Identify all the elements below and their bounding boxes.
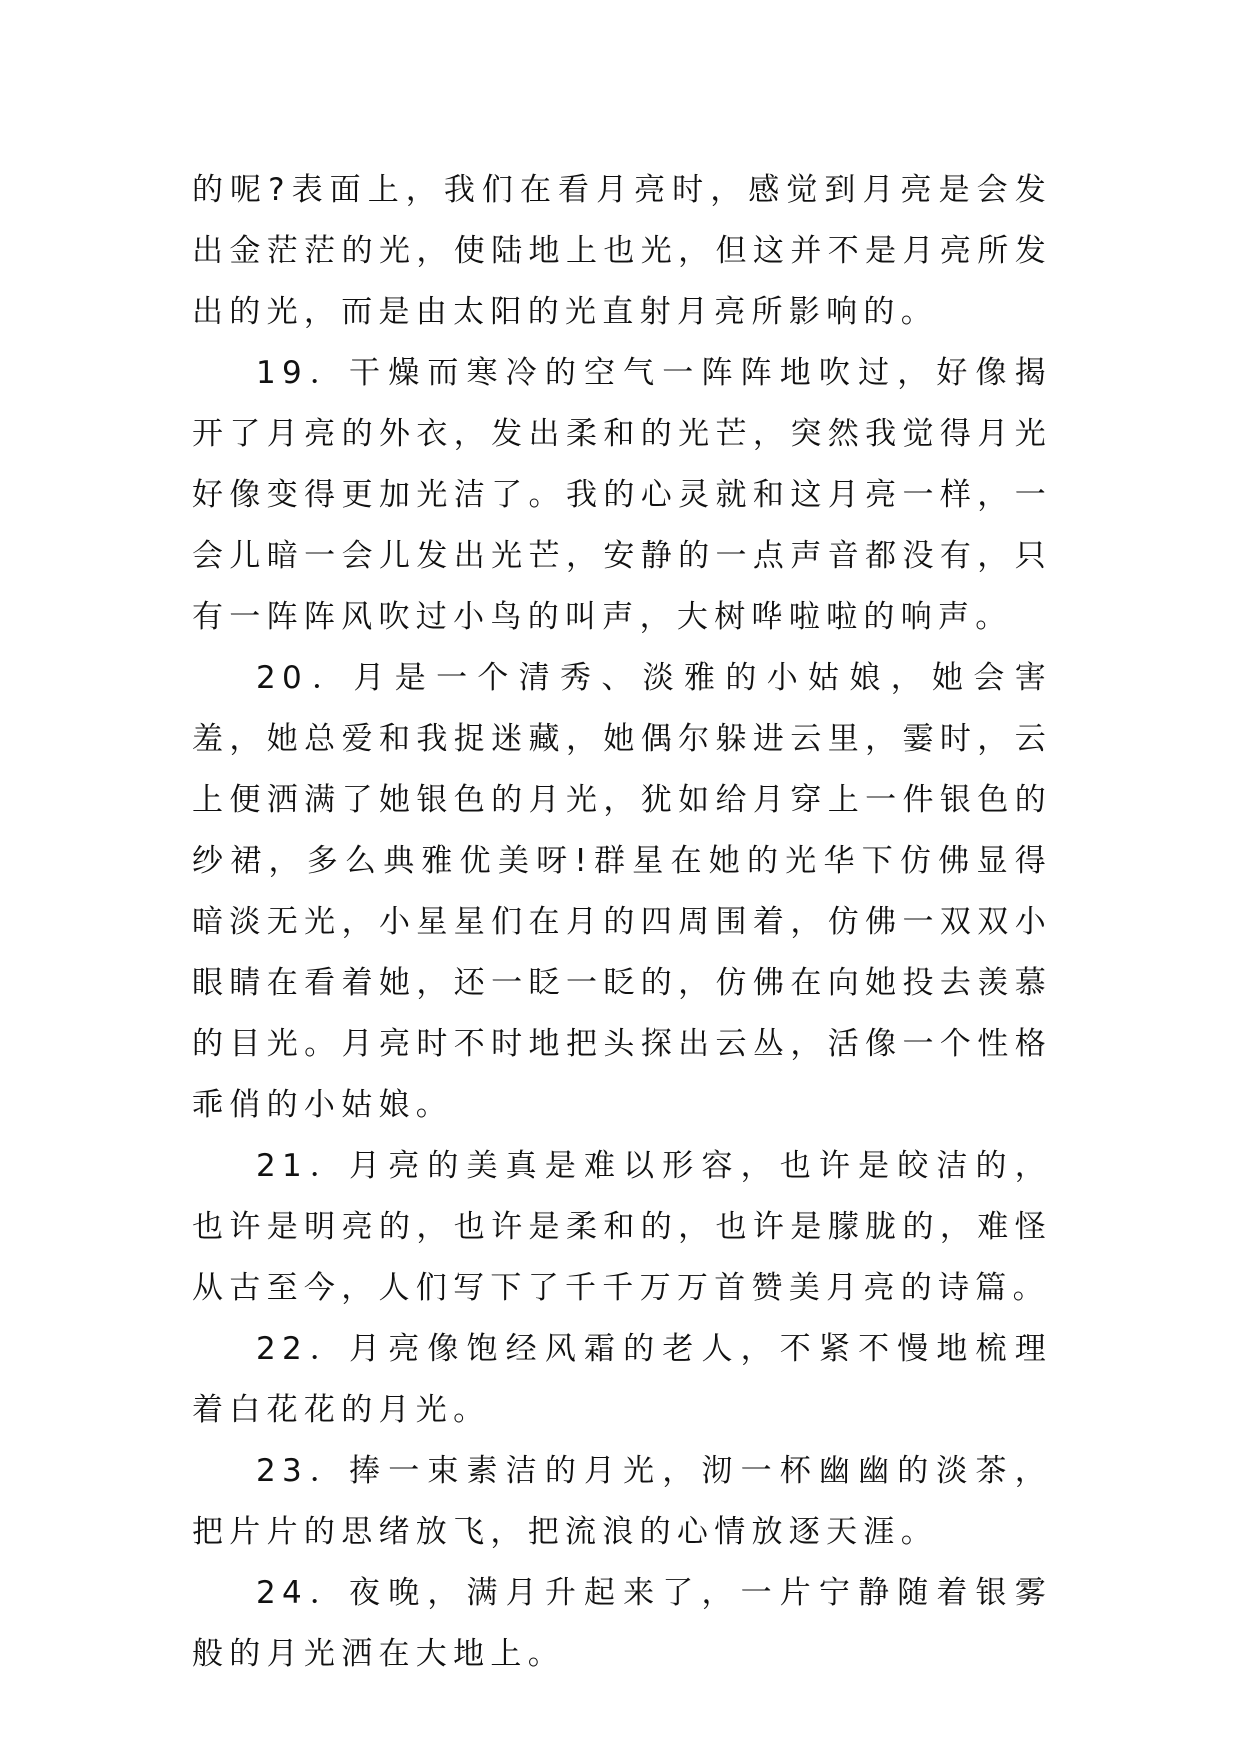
paragraph-continuation: 的呢?表面上，我们在看月亮时，感觉到月亮是会发出金茫茫的光，使陆地上也光，但这并不是月亮所发出的光，而是由太阳的光直射月亮所影响的。 [192,172,1052,330]
paragraph-21: 21．月亮的美真是难以形容，也许是皎洁的，也许是明亮的，也许是柔和的，也许是朦胧的，难怪从古至今，人们写下了千千万万首赞美月亮的诗篇。 [192,1148,1052,1306]
paragraph-24: 24．夜晚，满月升起来了，一片宁静随着银雾般的月光洒在大地上。 [192,1575,1052,1672]
paragraph-20: 20．月是一个清秀、淡雅的小姑娘，她会害羞，她总爱和我捉迷藏，她偶尔躲进云里，霎时，云上便洒满了她银色的月光，犹如给月穿上一件银色的纱裙，多么典雅优美呀!群星在她的光华下仿佛显得暗淡无光，小星星们在月的四周围着，仿佛一双双小眼睛在看着她，还一眨一眨的，仿佛在向她投去羡慕的目光。月亮时不时地把头探出云丛，活像一个性格乖俏的小姑娘。 [192,660,1052,1123]
paragraph-19: 19．干燥而寒冷的空气一阵阵地吹过，好像揭开了月亮的外衣，发出柔和的光芒，突然我觉得月光好像变得更加光洁了。我的心灵就和这月亮一样，一会儿暗一会儿发出光芒，安静的一点声音都没有，只有一阵阵风吹过小鸟的叫声，大树哗啦啦的响声。 [192,355,1052,635]
paragraph-23: 23．捧一束素洁的月光，沏一杯幽幽的淡茶，把片片的思绪放飞，把流浪的心情放逐天涯。 [192,1453,1052,1550]
paragraph-22: 22．月亮像饱经风霜的老人，不紧不慢地梳理着白花花的月光。 [192,1331,1052,1428]
document-body [192,160,1052,1685]
